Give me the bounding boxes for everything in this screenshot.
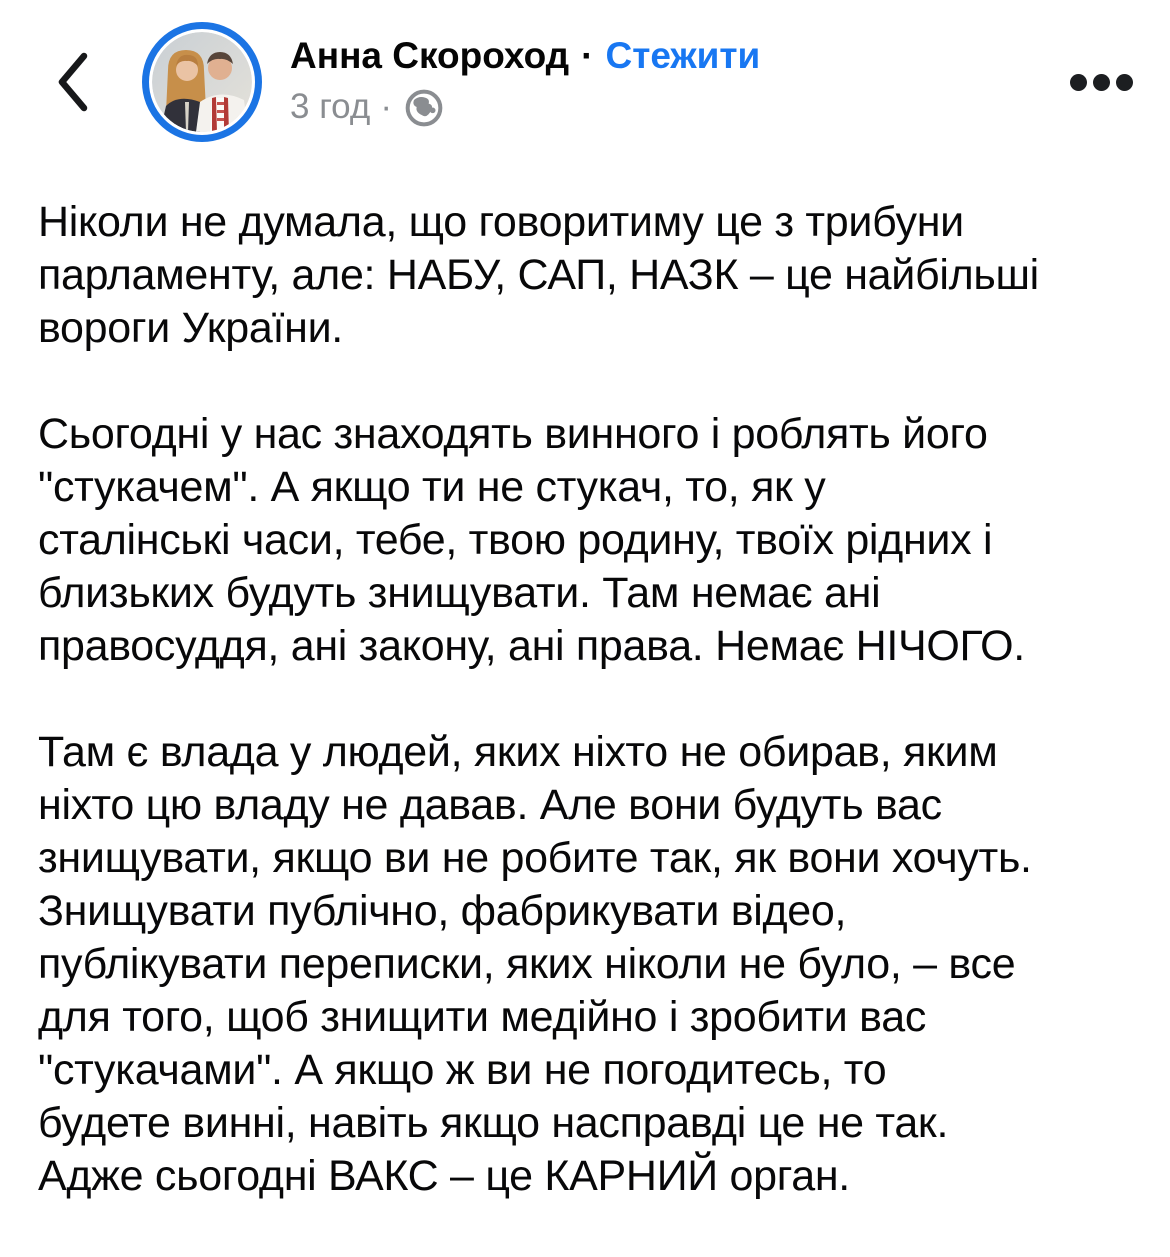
ellipsis-icon [1116, 74, 1133, 91]
post-text-line: Сьогодні у нас знаходять винного і роблять його [38, 410, 988, 458]
post-text-line: правосуддя, ані закону, ані права. Немає НІЧОГО. [38, 622, 1025, 670]
more-options-button[interactable] [1056, 60, 1146, 104]
ellipsis-icon [1070, 74, 1087, 91]
name-row [290, 34, 760, 78]
meta-separator: · [380, 87, 392, 126]
post-text-line: парламенту, але: НАБУ, САП, НАЗК – це найбільші [38, 251, 1039, 299]
globe-icon [404, 88, 444, 128]
meta-row [290, 86, 760, 128]
post-text-line: для того, щоб знищити медійно і зробити вас [38, 993, 927, 1041]
post-paragraph [38, 408, 1140, 673]
post-text-line: близьких будуть знищувати. Там немає ані [38, 569, 881, 617]
post-text-line: ніхто цю владу не давав. Але вони будуть вас [38, 781, 942, 829]
back-button[interactable] [48, 46, 96, 118]
avatar[interactable] [142, 22, 262, 142]
post-text-line: будете винні, навіть якщо насправді це не так. [38, 1099, 949, 1147]
post-text-line: Ніколи не думала, що говоритиму це з трибуни [38, 198, 964, 246]
chevron-left-icon [55, 51, 89, 113]
post-text-line: вороги України. [38, 304, 343, 352]
header-text-block [290, 34, 760, 128]
post-text-line: Знищувати публічно, фабрикувати відео, [38, 887, 847, 935]
profile-photo [152, 32, 252, 132]
post-text-line: Там є влада у людей, яких ніхто не обирав, яким [38, 728, 998, 776]
post-text-line: "стукачами". А якщо ж ви не погодитесь, то [38, 1046, 887, 1094]
timestamp: 3 год [290, 87, 371, 126]
profile-name[interactable]: Анна Скороход [290, 35, 570, 76]
post-text-line: Адже сьогодні ВАКС – це КАРНИЙ орган. [38, 1152, 850, 1200]
post-paragraph [38, 196, 1140, 355]
follow-button[interactable]: Стежити [605, 35, 761, 76]
post-text-line: "стукачем". А якщо ти не стукач, то, як у [38, 463, 826, 511]
post-body [38, 196, 1140, 1203]
post-paragraph [38, 726, 1140, 1203]
ellipsis-icon [1093, 74, 1110, 91]
post-text-line: публікувати переписки, яких ніколи не було, – все [38, 940, 1016, 988]
post-text-line: сталінські часи, тебе, твою родину, твоїх рідних і [38, 516, 993, 564]
name-separator: · [581, 35, 594, 76]
post-text-line: знищувати, якщо ви не робите так, як вони хочуть. [38, 834, 1032, 882]
